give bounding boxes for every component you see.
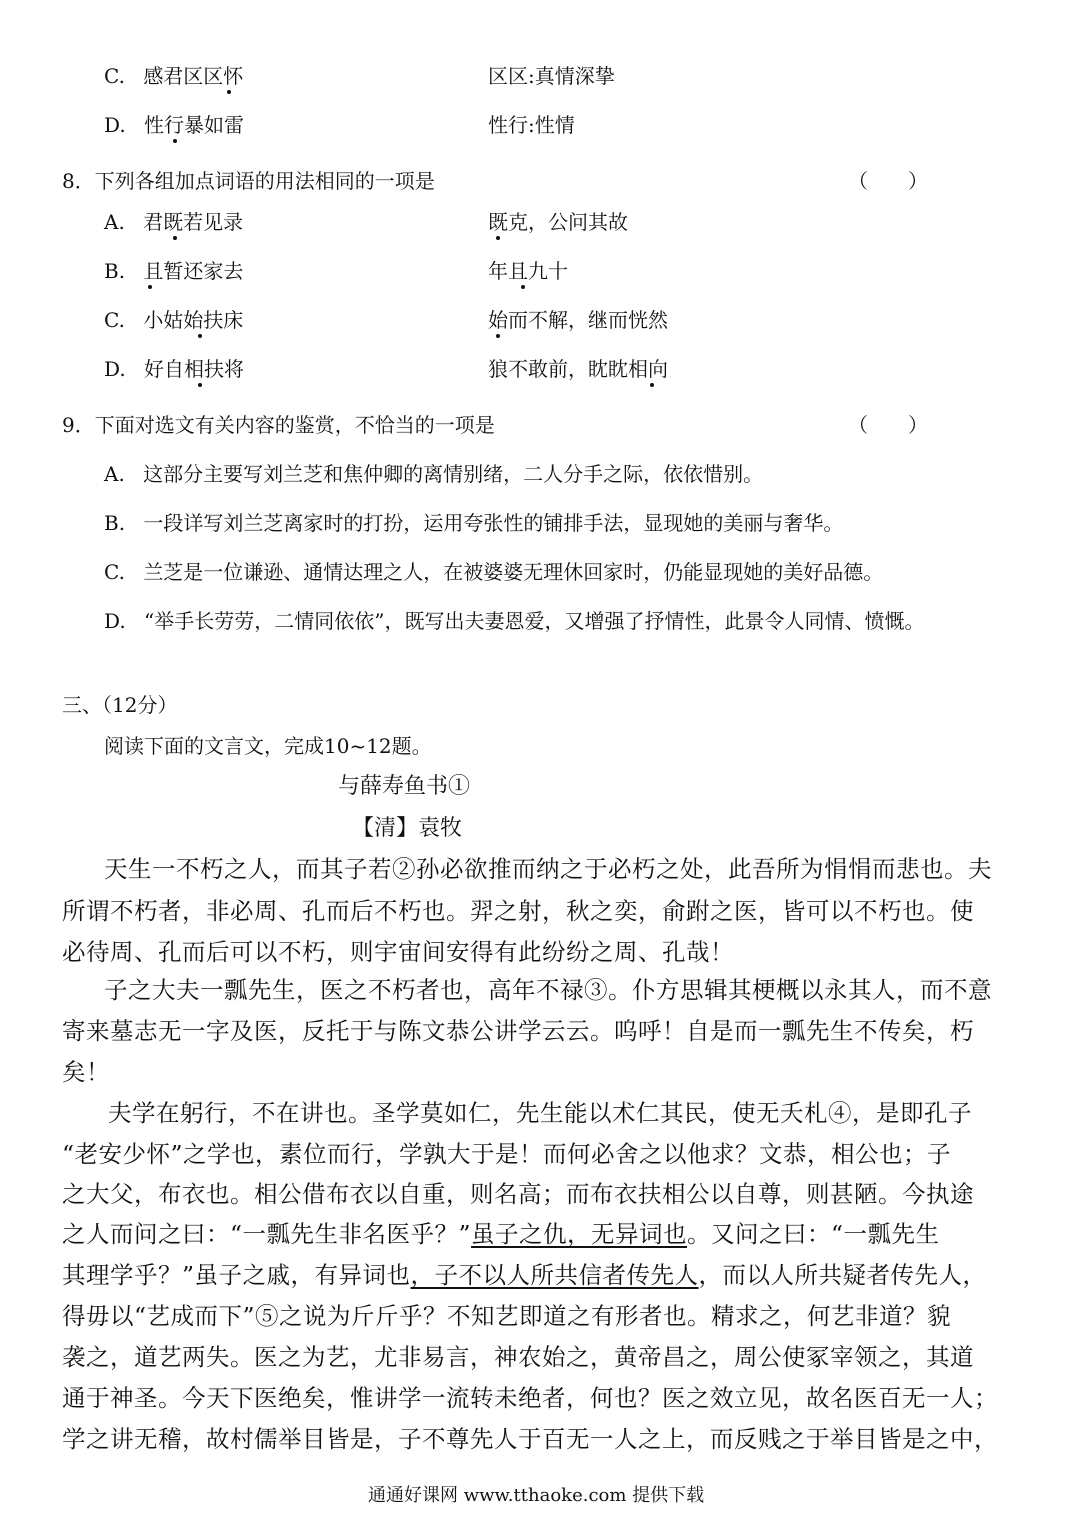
emphasis-dot [227, 90, 231, 94]
emphasis-dot [173, 139, 177, 143]
q8-option-a [104, 208, 243, 236]
section-heading: 三、（12分） [62, 693, 178, 717]
option-text: 这部分主要写刘兰芝和焦仲卿的离情别绪，二人分手之际，依依惜别。 [143, 462, 764, 486]
passage-line: 天生一不朽之人，而其子若②孙必欲推而纳之于必朽之处，此吾所为悁悁而悲也。夫 [104, 855, 992, 883]
option-gloss: 性行:性情 [488, 113, 575, 137]
emphasis-dot [496, 334, 500, 338]
option-letter: B. [104, 511, 126, 535]
passage-line: 学之讲无稽，故村儒举目皆是，子不尊先人于百无一人之上，而反贱之于举目皆是之中， [62, 1425, 998, 1453]
option-letter: D. [104, 357, 126, 381]
option-phrase: 性行暴如雷 [144, 113, 245, 137]
page-footer: 通通好课网 www.tthaoke.com 提供下载 [368, 1485, 705, 1506]
emphasis-dot [521, 285, 525, 289]
passage-line: 寄来墓志无一字及医，反托于与陈文恭公讲学云云。呜呼！自是而一瓢先生不传矣，朽 [62, 1017, 974, 1045]
passage-text: 其理学乎？”虽子之戚，有异词也 [62, 1261, 411, 1289]
passage-text: ，而以人所共疑者传先人， [698, 1261, 987, 1289]
option-letter: A. [104, 210, 125, 234]
emphasis-dot [650, 383, 654, 387]
option-right: 既克，公问其故 [488, 210, 628, 234]
option-left: 好自相扶将 [144, 357, 245, 381]
q8-option-c [104, 306, 243, 334]
passage-title: 与薛寿鱼书① [338, 774, 471, 799]
q9-option-b [104, 509, 843, 537]
option-letter: C. [104, 64, 125, 88]
option-left: 小姑始扶床 [143, 308, 244, 332]
question-9-stem: 9．下面对选文有关内容的鉴赏，不恰当的一项是 [62, 413, 495, 437]
q7-option-d [104, 111, 244, 139]
q9-option-c [104, 558, 883, 586]
passage-line: 必待周、孔而后可以不朽，则宇宙间安得有此纷纷之周、孔哉！ [62, 938, 734, 966]
passage-line: 子之大夫一瓢先生，医之不朽者也，高年不禄③。仆方思辑其梗概以永其人，而不意 [104, 976, 992, 1004]
option-text: 兰芝是一位谦逊、通情达理之人，在被婆婆无理休回家时，仍能显现她的美好品德。 [143, 560, 884, 584]
option-left: 且暂还家去 [143, 259, 244, 283]
passage-line: 夫学在躬行，不在讲也。圣学莫如仁，先生能以术仁其民，使无夭札④，是即孔子 [108, 1099, 972, 1127]
emphasis-dot [148, 285, 152, 289]
option-letter: A. [104, 462, 125, 486]
passage-line: 所谓不朽者，非必周、孔而后不朽也。羿之射，秋之奕，俞跗之医，皆可以不朽也。使 [62, 897, 974, 925]
section-instruction: 阅读下面的文言文，完成10~12题。 [104, 734, 432, 758]
passage-line: 袭之，道艺两失。医之为艺，尤非易言，神农始之，黄帝昌之，周公使冢宰领之，其道 [62, 1343, 974, 1371]
passage-line [62, 1261, 987, 1289]
q9-option-d [104, 607, 925, 635]
q8-option-d [104, 355, 244, 383]
option-left: 君既若见录 [143, 210, 244, 234]
option-phrase: 感君区区怀 [143, 64, 244, 88]
emphasis-dot [173, 236, 177, 240]
option-letter: B. [104, 259, 126, 283]
option-text: 一段详写刘兰芝离家时的打扮，运用夸张性的铺排手法，显现她的美丽与奢华。 [143, 511, 844, 535]
q8-option-b [104, 257, 243, 285]
passage-line: 矣！ [62, 1058, 110, 1086]
option-gloss: 区区:真情深挚 [488, 64, 615, 88]
question-8-stem: 8．下列各组加点词语的用法相同的一项是 [62, 169, 435, 193]
q7-option-c [104, 62, 243, 90]
option-letter: C. [104, 308, 125, 332]
option-text: “举手长劳劳，二情同依依”，既写出夫妻恩爱，又增强了抒情性，此景令人同情、愤慨。 [144, 609, 925, 633]
passage-text: 之人而问之曰：“一瓢先生非名医乎？” [62, 1220, 472, 1248]
passage-line: 之大父，布衣也。相公借布衣以自重，则名高；而布衣扶相公以自尊，则甚陋。今执途 [62, 1180, 974, 1208]
passage-author: 【清】袁牧 [352, 816, 463, 841]
emphasis-dot [496, 236, 500, 240]
emphasis-dot [198, 334, 202, 338]
underlined-sentence: ，子不以人所共信者传先人 [410, 1261, 699, 1289]
passage-text: 。又问之曰：“一瓢先生 [687, 1220, 940, 1248]
passage-line: 得毋以“艺成而下”⑤之说为斤斤乎？不知艺即道之有形者也。精求之，何艺非道？貌 [62, 1302, 952, 1330]
underlined-sentence: 虽子之仇，无异词也 [471, 1220, 688, 1248]
passage-line [62, 1220, 940, 1248]
answer-paren: （ ） [848, 413, 928, 437]
option-right: 始而不解，继而恍然 [488, 308, 668, 332]
option-letter: C. [104, 560, 125, 584]
passage-line: 通于神圣。今天下医绝矣，惟讲学一流转未绝者，何也？医之效立见，故名医百无一人； [62, 1384, 998, 1412]
emphasis-dot [198, 383, 202, 387]
option-letter: D. [104, 113, 126, 137]
answer-paren: （ ） [848, 169, 928, 193]
passage-line: “老安少怀”之学也，素位而行，学孰大于是！而何必舍之以他求？文恭，相公也；子 [62, 1140, 952, 1168]
option-right: 年且九十 [488, 259, 568, 283]
option-right: 狼不敢前，眈眈相向 [488, 357, 668, 381]
option-letter: D. [104, 609, 126, 633]
q9-option-a [104, 460, 763, 488]
